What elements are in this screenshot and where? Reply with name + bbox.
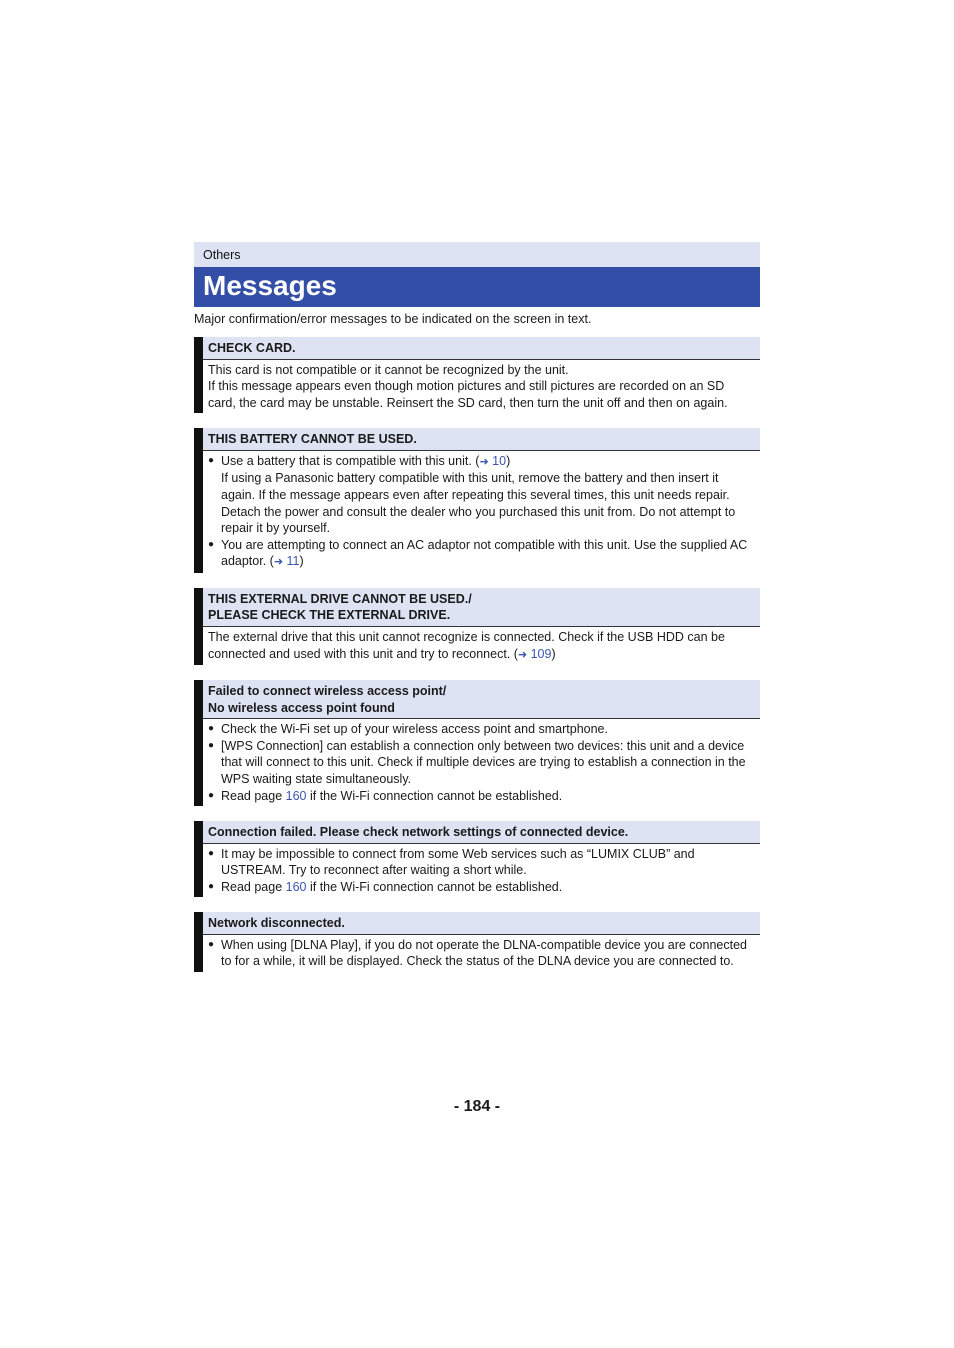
message-bar	[194, 588, 203, 665]
message-bar	[194, 821, 203, 897]
list-item	[208, 537, 755, 571]
bullet-icon: ●	[208, 847, 215, 859]
message-heading	[203, 337, 760, 360]
list-item	[208, 721, 755, 738]
message-heading-line: Failed to connect wireless access point/	[208, 684, 447, 699]
message-heading-line: THIS EXTERNAL DRIVE CANNOT BE USED./	[208, 591, 472, 606]
page-title: Messages	[194, 267, 760, 307]
bullet-icon: ●	[208, 739, 215, 751]
message-block	[194, 588, 760, 665]
list-item-text: Read page	[221, 788, 286, 803]
list-item	[208, 846, 755, 879]
message-body	[203, 360, 760, 414]
list-item-text: Read page	[221, 879, 286, 894]
message-text-part: )	[551, 646, 556, 661]
list-item-text: You are attempting to connect an AC adaptor not compatible with this unit. Use the supplied AC adaptor. (	[221, 537, 748, 569]
message-heading-line: Network disconnected.	[208, 916, 345, 931]
list-item-text: Check the Wi-Fi set up of your wireless access point and smartphone.	[221, 722, 608, 737]
message-text: This card is not compatible or it cannot be recognized by the unit.	[208, 362, 569, 377]
message-bar	[194, 680, 203, 806]
message-block	[194, 912, 760, 972]
list-item-text: [WPS Connection] can establish a connection only between two devices: this unit and a device that will connect to this unit. Check if multiple devices are trying to establish a connection in the WPS waiting state simultaneously.	[221, 738, 746, 786]
message-bar	[194, 428, 203, 573]
page-number: - 184 -	[453, 1098, 501, 1115]
list-item-text: if the Wi-Fi connection cannot be established.	[306, 879, 563, 894]
arrow-right-icon: ➜	[479, 455, 489, 468]
message-block	[194, 680, 760, 806]
message-heading	[203, 588, 760, 627]
message-heading-line: No wireless access point found	[208, 700, 395, 715]
list-item	[208, 788, 755, 805]
bullet-icon: ●	[208, 938, 215, 950]
section-label: Others	[194, 242, 760, 267]
message-text: If this message appears even though motion pictures and still pictures are recorded on an SD card, the card may be unstable. Reinsert the SD card, then turn the unit off and then on again.	[208, 379, 728, 410]
message-heading-line: CHECK CARD.	[208, 341, 296, 355]
message-body	[203, 935, 760, 972]
page-link[interactable]: 10	[492, 453, 507, 468]
message-bar	[194, 337, 203, 413]
bullet-icon: ●	[208, 454, 215, 466]
message-text-part: The external drive that this unit cannot recognize is connected. Check if the USB HDD can be connected and used with this unit and try to reconnect. (	[208, 629, 725, 661]
intro-text: Major confirmation/error messages to be indicated on the screen in text.	[194, 312, 592, 326]
message-heading	[203, 680, 760, 719]
bullet-icon: ●	[208, 880, 215, 892]
message-block	[194, 428, 760, 573]
message-body	[203, 719, 760, 806]
message-block	[194, 821, 760, 897]
list-item-text: if the Wi-Fi connection cannot be established.	[306, 788, 563, 803]
list-item-continuation: If using a Panasonic battery compatible with this unit, remove the battery and then insert it again. If the message appears even after repeating this several times, this unit needs repair. Detach the power and consult the dealer who you purchased this unit from. Do not attempt to repair it by yourself.	[221, 471, 736, 536]
message-block	[194, 337, 760, 413]
bullet-icon: ●	[208, 789, 215, 801]
message-heading-line: THIS BATTERY CANNOT BE USED.	[208, 432, 417, 447]
message-heading-line: PLEASE CHECK THE EXTERNAL DRIVE.	[208, 608, 451, 623]
message-heading	[203, 912, 760, 935]
list-item	[208, 738, 755, 788]
list-item-text: )	[299, 554, 304, 569]
page-link[interactable]: 11	[286, 554, 300, 569]
message-heading	[203, 428, 760, 451]
arrow-right-icon: ➜	[517, 648, 528, 661]
list-item-text: )	[506, 453, 511, 468]
message-heading-line: Connection failed. Please check network settings of connected device.	[208, 825, 629, 840]
message-text	[208, 629, 755, 663]
message-heading	[203, 821, 760, 844]
list-item	[208, 937, 755, 970]
page-link[interactable]: 109	[530, 646, 552, 661]
list-item-text: When using [DLNA Play], if you do not operate the DLNA-compatible device you are connected to for a while, it will be displayed. Check the status of the DLNA device you are connected to.	[221, 937, 747, 969]
list-item	[208, 879, 755, 896]
message-body	[203, 451, 760, 573]
message-bar	[194, 912, 203, 972]
message-body	[203, 844, 760, 898]
page-link[interactable]: 160	[285, 788, 307, 803]
page	[194, 242, 760, 972]
list-item-text: Use a battery that is compatible with this unit. (	[221, 453, 480, 468]
list-item-text: It may be impossible to connect from some Web services such as “LUMIX CLUB” and USTREAM. Try to reconnect after waiting a short while.	[221, 846, 695, 878]
bullet-icon: ●	[208, 538, 215, 550]
message-body	[203, 627, 760, 665]
arrow-right-icon: ➜	[273, 556, 284, 569]
list-item	[208, 453, 755, 537]
page-link[interactable]: 160	[285, 879, 307, 894]
bullet-icon: ●	[208, 723, 215, 735]
